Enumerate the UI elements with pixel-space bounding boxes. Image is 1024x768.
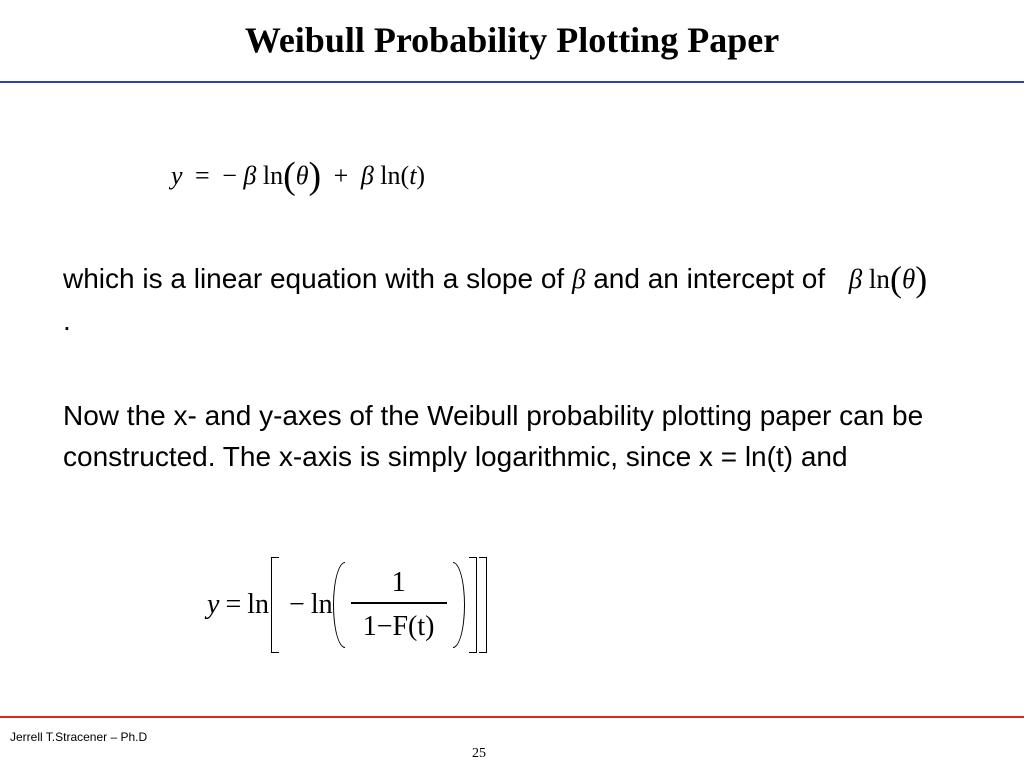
footer-author: Jerrell T.Stracener – Ph.D bbox=[10, 730, 148, 744]
eq2-denominator: 1−F(t) bbox=[362, 610, 435, 642]
eq2-ln-outer: ln bbox=[247, 589, 270, 620]
eq2-left-paren bbox=[333, 562, 345, 648]
page-number: 25 bbox=[472, 746, 486, 761]
eq1-rparen: ) bbox=[308, 155, 322, 197]
eq1-ln-t-open: ln( bbox=[380, 161, 410, 190]
equation-line-1 bbox=[171, 150, 425, 202]
eq2-numerator: 1 bbox=[391, 567, 406, 599]
eq2-left-bracket bbox=[271, 557, 279, 653]
eq1-plus: + bbox=[333, 161, 349, 190]
title-divider bbox=[0, 81, 1024, 83]
eq1-equals: = bbox=[195, 161, 210, 190]
para1-intercept-theta: θ bbox=[901, 264, 916, 294]
eq2-ln-inner: ln bbox=[310, 589, 333, 620]
footer-divider bbox=[0, 716, 1024, 718]
para1-intercept-rparen: ) bbox=[915, 259, 928, 299]
eq1-beta: β bbox=[243, 161, 257, 190]
para1-intercept-lparen: ( bbox=[889, 259, 902, 299]
eq2-right-paren bbox=[453, 562, 465, 648]
para1-text-2: and an intercept of bbox=[593, 263, 826, 294]
eq1-ln: ln bbox=[262, 161, 284, 190]
para1-intercept-ln: ln bbox=[868, 264, 890, 294]
eq2-fraction bbox=[351, 566, 447, 644]
para1-beta-symbol: β bbox=[571, 264, 586, 294]
eq2-minus: − bbox=[289, 589, 305, 620]
equation-line-2 bbox=[207, 553, 487, 657]
eq2-right-bracket-outer bbox=[479, 557, 487, 653]
para1-intercept-math bbox=[849, 259, 927, 300]
eq2-right-bracket bbox=[469, 557, 477, 653]
eq2-equals: = bbox=[225, 589, 242, 620]
eq1-beta-2: β bbox=[360, 161, 374, 190]
para1-period: . bbox=[63, 305, 71, 336]
eq1-t: t bbox=[409, 161, 417, 190]
para1-intercept-beta: β bbox=[848, 264, 863, 294]
paragraph-slope-intercept bbox=[63, 258, 943, 341]
eq1-y: y bbox=[171, 161, 183, 190]
eq1-lparen: ( bbox=[283, 155, 296, 197]
eq1-minus: − bbox=[222, 161, 237, 190]
eq1-theta: θ bbox=[295, 161, 309, 190]
eq2-y: y bbox=[207, 589, 220, 620]
eq1-close: ) bbox=[416, 161, 426, 190]
para1-beta bbox=[572, 259, 585, 300]
slide-title: Weibull Probability Plotting Paper bbox=[244, 20, 780, 60]
para1-text-1: which is a linear equation with a slope of bbox=[63, 263, 565, 294]
paragraph-axes: Now the x- and y-axes of the Weibull probability plotting paper can be constructed. The x-axis is simply logarithmic, since x = ln(t) and bbox=[63, 400, 924, 472]
